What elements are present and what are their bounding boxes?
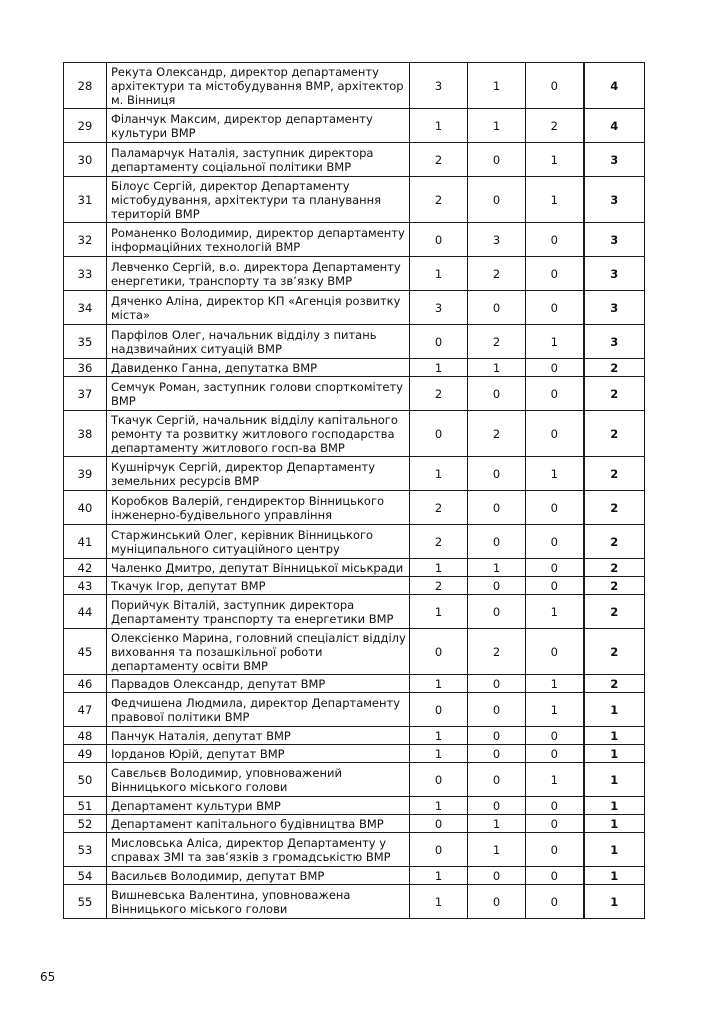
row-number: 30 <box>64 143 107 177</box>
row-total: 2 <box>584 491 645 525</box>
row-number: 38 <box>64 411 107 457</box>
row-value-1: 2 <box>410 577 468 595</box>
row-number: 41 <box>64 525 107 559</box>
row-total: 1 <box>584 763 645 797</box>
table-row <box>64 867 645 885</box>
row-name: Мисловська Аліса, директор Департаменту у справах ЗМІ та зав’язків з громадськістю ВМР <box>107 833 410 867</box>
row-value-2: 0 <box>468 867 526 885</box>
row-value-2: 1 <box>468 359 526 377</box>
row-value-1: 0 <box>410 815 468 833</box>
row-value-1: 3 <box>410 291 468 325</box>
row-name: Левченко Сергій, в.о. директора Департаменту енергетики, транспорту та зв’язку ВМР <box>107 257 410 291</box>
table-row <box>64 727 645 745</box>
row-value-1: 1 <box>410 257 468 291</box>
row-value-1: 2 <box>410 177 468 223</box>
row-number: 39 <box>64 457 107 491</box>
row-value-2: 0 <box>468 177 526 223</box>
table-row <box>64 325 645 359</box>
page-number: 65 <box>40 970 56 984</box>
row-value-1: 1 <box>410 727 468 745</box>
row-total: 1 <box>584 693 645 727</box>
row-total: 3 <box>584 143 645 177</box>
row-value-2: 0 <box>468 457 526 491</box>
row-value-2: 0 <box>468 745 526 763</box>
row-name: Чаленко Дмитро, депутат Вінницької міськради <box>107 559 410 577</box>
row-value-3: 1 <box>526 325 584 359</box>
row-number: 40 <box>64 491 107 525</box>
row-name: Білоус Сергій, директор Департаменту містобудування, архітектури та планування територій ВМР <box>107 177 410 223</box>
row-total: 1 <box>584 815 645 833</box>
row-value-1: 2 <box>410 143 468 177</box>
table-row <box>64 745 645 763</box>
row-name: Рекута Олександр, директор департаменту архітектури та містобудування ВМР, архітектор м. Вінниця <box>107 63 410 109</box>
row-value-1: 1 <box>410 109 468 143</box>
row-value-1: 3 <box>410 63 468 109</box>
row-value-1: 0 <box>410 223 468 257</box>
row-number: 51 <box>64 797 107 815</box>
row-name: Васильєв Володимир, депутат ВМР <box>107 867 410 885</box>
row-value-3: 1 <box>526 693 584 727</box>
row-name: Департамент капітального будівництва ВМР <box>107 815 410 833</box>
row-value-2: 2 <box>468 257 526 291</box>
row-name: Семчук Роман, заступник голови спорткомітету ВМР <box>107 377 410 411</box>
row-value-3: 0 <box>526 377 584 411</box>
row-value-3: 0 <box>526 867 584 885</box>
row-value-1: 0 <box>410 325 468 359</box>
row-value-2: 0 <box>468 763 526 797</box>
row-value-2: 1 <box>468 109 526 143</box>
row-value-3: 0 <box>526 745 584 763</box>
row-name: Департамент культури ВМР <box>107 797 410 815</box>
row-name: Ткачук Сергій, начальник відділу капітального ремонту та розвитку житлового господарства департаменту житлового госп-ва ВМР <box>107 411 410 457</box>
row-value-3: 0 <box>526 577 584 595</box>
row-total: 2 <box>584 675 645 693</box>
row-number: 46 <box>64 675 107 693</box>
row-value-1: 1 <box>410 359 468 377</box>
table-row <box>64 797 645 815</box>
row-name: Парфілов Олег, начальник відділу з питань надзвичайних ситуацій ВМР <box>107 325 410 359</box>
table-row <box>64 291 645 325</box>
table-row <box>64 63 645 109</box>
row-value-1: 1 <box>410 675 468 693</box>
row-total: 2 <box>584 629 645 675</box>
row-value-2: 0 <box>468 291 526 325</box>
row-name: Олексієнко Марина, головний спеціаліст відділу виховання та позашкільної роботи департаменту освіти ВМР <box>107 629 410 675</box>
row-value-2: 0 <box>468 595 526 629</box>
table-row <box>64 559 645 577</box>
row-value-1: 1 <box>410 885 468 919</box>
table-row <box>64 491 645 525</box>
row-number: 55 <box>64 885 107 919</box>
table-row <box>64 833 645 867</box>
row-value-2: 1 <box>468 559 526 577</box>
row-name: Старжинський Олег, керівник Вінницького муніципального ситуаційного центру <box>107 525 410 559</box>
row-value-3: 0 <box>526 833 584 867</box>
row-value-2: 1 <box>468 815 526 833</box>
row-value-3: 1 <box>526 143 584 177</box>
row-value-2: 2 <box>468 629 526 675</box>
row-value-3: 0 <box>526 291 584 325</box>
row-total: 3 <box>584 223 645 257</box>
row-number: 53 <box>64 833 107 867</box>
table-row <box>64 457 645 491</box>
row-value-3: 1 <box>526 595 584 629</box>
row-total: 1 <box>584 867 645 885</box>
row-name: Коробков Валерій, гендиректор Вінницького інженерно-будівельного управління <box>107 491 410 525</box>
row-value-3: 0 <box>526 491 584 525</box>
row-value-2: 0 <box>468 377 526 411</box>
row-value-2: 0 <box>468 675 526 693</box>
table-row <box>64 525 645 559</box>
row-value-1: 0 <box>410 693 468 727</box>
row-total: 2 <box>584 457 645 491</box>
row-value-2: 1 <box>468 63 526 109</box>
row-name: Романенко Володимир, директор департаменту інформаційних технологій ВМР <box>107 223 410 257</box>
row-number: 42 <box>64 559 107 577</box>
row-number: 45 <box>64 629 107 675</box>
row-total: 4 <box>584 109 645 143</box>
row-number: 48 <box>64 727 107 745</box>
table-row <box>64 257 645 291</box>
row-total: 1 <box>584 885 645 919</box>
row-total: 2 <box>584 359 645 377</box>
row-total: 3 <box>584 291 645 325</box>
row-value-3: 0 <box>526 411 584 457</box>
row-name: Порийчук Віталій, заступник директора Департаменту транспорту та енергетики ВМР <box>107 595 410 629</box>
row-name: Панчук Наталія, депутат ВМР <box>107 727 410 745</box>
row-value-3: 0 <box>526 359 584 377</box>
row-value-1: 1 <box>410 867 468 885</box>
row-number: 54 <box>64 867 107 885</box>
row-value-1: 0 <box>410 763 468 797</box>
row-number: 47 <box>64 693 107 727</box>
row-total: 2 <box>584 595 645 629</box>
row-value-1: 2 <box>410 377 468 411</box>
row-name: Ткачук Ігор, депутат ВМР <box>107 577 410 595</box>
row-value-1: 0 <box>410 411 468 457</box>
row-number: 36 <box>64 359 107 377</box>
table-row <box>64 411 645 457</box>
row-total: 1 <box>584 727 645 745</box>
row-value-3: 0 <box>526 63 584 109</box>
row-value-3: 0 <box>526 727 584 745</box>
table-row <box>64 815 645 833</box>
row-value-1: 1 <box>410 797 468 815</box>
row-number: 33 <box>64 257 107 291</box>
row-number: 29 <box>64 109 107 143</box>
table-row <box>64 377 645 411</box>
table-row <box>64 675 645 693</box>
row-number: 31 <box>64 177 107 223</box>
row-number: 32 <box>64 223 107 257</box>
row-name: Давиденко Ганна, депутатка ВМР <box>107 359 410 377</box>
row-value-3: 0 <box>526 885 584 919</box>
row-name: Вишневська Валентина, уповноважена Вінницького міського голови <box>107 885 410 919</box>
row-value-1: 2 <box>410 491 468 525</box>
row-total: 2 <box>584 559 645 577</box>
table-row <box>64 359 645 377</box>
row-total: 1 <box>584 833 645 867</box>
row-number: 49 <box>64 745 107 763</box>
row-value-3: 0 <box>526 223 584 257</box>
row-name: Дяченко Аліна, директор КП «Агенція розвитку міста» <box>107 291 410 325</box>
row-number: 28 <box>64 63 107 109</box>
row-number: 37 <box>64 377 107 411</box>
row-name: Паламарчук Наталія, заступник директора департаменту соціальної політики ВМР <box>107 143 410 177</box>
table-row <box>64 885 645 919</box>
row-number: 50 <box>64 763 107 797</box>
row-value-1: 1 <box>410 559 468 577</box>
table-row <box>64 223 645 257</box>
row-name: Іорданов Юрій, депутат ВМР <box>107 745 410 763</box>
row-value-3: 1 <box>526 675 584 693</box>
row-value-3: 0 <box>526 559 584 577</box>
row-value-1: 1 <box>410 745 468 763</box>
row-value-2: 0 <box>468 885 526 919</box>
row-total: 1 <box>584 797 645 815</box>
row-value-3: 0 <box>526 629 584 675</box>
row-name: Філанчук Максим, директор департаменту культури ВМР <box>107 109 410 143</box>
row-value-1: 0 <box>410 833 468 867</box>
row-number: 35 <box>64 325 107 359</box>
row-total: 3 <box>584 177 645 223</box>
row-value-1: 1 <box>410 595 468 629</box>
row-name: Парвадов Олександр, депутат ВМР <box>107 675 410 693</box>
row-value-2: 2 <box>468 411 526 457</box>
table-row <box>64 109 645 143</box>
row-value-2: 0 <box>468 577 526 595</box>
row-value-2: 1 <box>468 833 526 867</box>
table-row <box>64 629 645 675</box>
row-value-3: 1 <box>526 763 584 797</box>
row-value-3: 1 <box>526 177 584 223</box>
row-total: 3 <box>584 257 645 291</box>
ranking-table <box>63 62 645 919</box>
table-row <box>64 693 645 727</box>
row-value-2: 0 <box>468 525 526 559</box>
ranking-table-body <box>64 63 645 919</box>
row-value-3: 0 <box>526 525 584 559</box>
row-number: 43 <box>64 577 107 595</box>
row-value-3: 0 <box>526 257 584 291</box>
row-value-3: 2 <box>526 109 584 143</box>
row-value-2: 0 <box>468 143 526 177</box>
row-total: 2 <box>584 525 645 559</box>
row-value-2: 3 <box>468 223 526 257</box>
row-total: 2 <box>584 377 645 411</box>
row-value-2: 0 <box>468 727 526 745</box>
row-value-2: 0 <box>468 491 526 525</box>
table-row <box>64 763 645 797</box>
table-row <box>64 177 645 223</box>
row-name: Савєльєв Володимир, уповноважений Вінницького міського голови <box>107 763 410 797</box>
row-value-3: 0 <box>526 797 584 815</box>
row-value-3: 0 <box>526 815 584 833</box>
row-value-1: 0 <box>410 629 468 675</box>
row-value-1: 2 <box>410 525 468 559</box>
row-name: Федчишена Людмила, директор Департаменту правової політики ВМР <box>107 693 410 727</box>
row-number: 44 <box>64 595 107 629</box>
row-number: 34 <box>64 291 107 325</box>
row-total: 2 <box>584 411 645 457</box>
table-row <box>64 595 645 629</box>
table-row <box>64 577 645 595</box>
row-number: 52 <box>64 815 107 833</box>
row-name: Кушнірчук Сергій, директор Департаменту земельних ресурсів ВМР <box>107 457 410 491</box>
row-value-3: 1 <box>526 457 584 491</box>
row-value-2: 2 <box>468 325 526 359</box>
row-total: 4 <box>584 63 645 109</box>
row-total: 1 <box>584 745 645 763</box>
row-total: 3 <box>584 325 645 359</box>
row-value-2: 0 <box>468 797 526 815</box>
table-row <box>64 143 645 177</box>
row-total: 2 <box>584 577 645 595</box>
row-value-2: 0 <box>468 693 526 727</box>
row-value-1: 1 <box>410 457 468 491</box>
